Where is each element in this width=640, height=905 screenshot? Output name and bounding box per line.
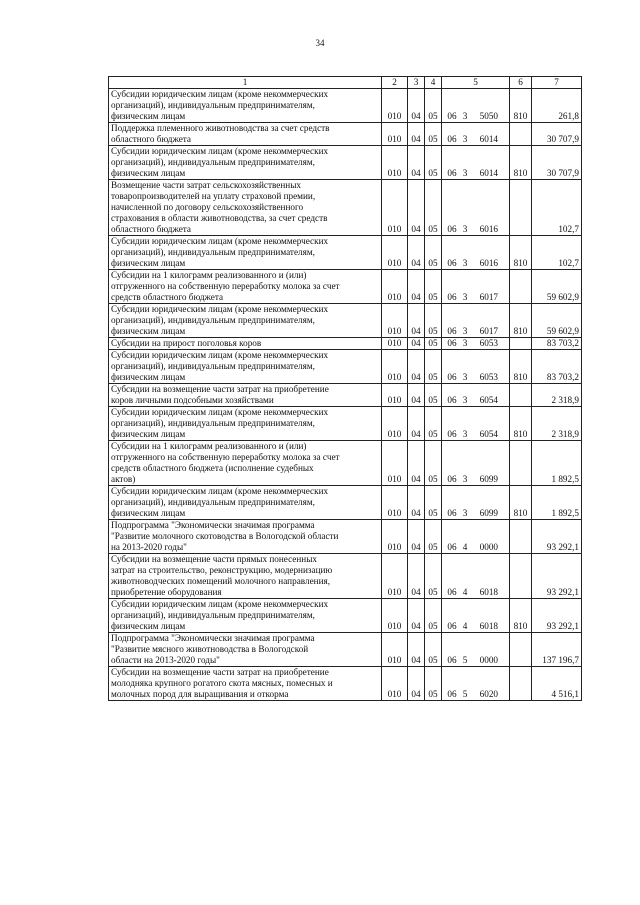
subsection-code: 05 [425,407,442,441]
target-article-subprogram: 3 [462,429,468,439]
item-name: Субсидии юридическим лицам (кроме некоммерческих организаций), индивидуальным предпринимателям, физическим лицам [109,407,382,441]
expense-type-code [510,633,532,667]
grbs-code: 010 [382,270,408,304]
subsection-code: 05 [425,599,442,633]
expense-type-code: 810 [510,599,532,633]
target-article-subprogram: 3 [462,474,468,484]
item-name: Субсидии юридическим лицам (кроме некоммерческих организаций), индивидуальным предпринимателям, физическим лицам [109,304,382,338]
target-article-code [442,180,510,236]
section-code: 04 [408,407,425,441]
table-row [109,486,582,520]
target-article-code [442,384,510,407]
expense-type-code: 810 [510,89,532,123]
table-body [109,89,582,701]
subsection-code: 05 [425,554,442,599]
table-row [109,338,582,350]
table-row [109,146,582,180]
amount: 102,7 [532,180,582,236]
item-name: Субсидии на 1 килограмм реализованного и (или) отгруженного на собственную переработку молока за счет средств областного бюджета (исполнение судебных актов) [109,441,382,486]
section-code: 04 [408,520,425,554]
section-code: 04 [408,180,425,236]
table-row [109,554,582,599]
target-article-code [442,146,510,180]
target-article-code [442,441,510,486]
target-article-direction: 5050 [479,111,498,121]
subsection-code: 05 [425,146,442,180]
subsection-code: 05 [425,667,442,701]
target-article-program: 06 [447,224,457,234]
grbs-code: 010 [382,350,408,384]
target-article-direction: 6099 [479,508,498,518]
table-row [109,350,582,384]
section-code: 04 [408,338,425,350]
section-code: 04 [408,667,425,701]
subsection-code: 05 [425,633,442,667]
target-article-subprogram: 4 [462,542,468,552]
target-article-program: 06 [447,587,457,597]
budget-table [108,76,582,701]
target-article-subprogram: 3 [462,111,468,121]
amount: 1 892,5 [532,486,582,520]
target-article-code [442,486,510,520]
target-article-program: 06 [447,292,457,302]
subsection-code: 05 [425,304,442,338]
expense-type-code: 810 [510,146,532,180]
section-code: 04 [408,599,425,633]
target-article-subprogram: 4 [462,587,468,597]
header-cell: 3 [408,77,425,89]
section-code: 04 [408,350,425,384]
item-name: Субсидии на возмещение части прямых понесенных затрат на строительство, реконструкцию, модернизацию животноводческих помещений молочного направления, приобретение оборудования [109,554,382,599]
expense-type-code [510,384,532,407]
expense-type-code: 810 [510,350,532,384]
target-article-program: 06 [447,508,457,518]
table-row [109,180,582,236]
section-code: 04 [408,304,425,338]
table-header-row [109,77,582,89]
grbs-code: 010 [382,89,408,123]
grbs-code: 010 [382,667,408,701]
amount: 93 292,1 [532,520,582,554]
grbs-code: 010 [382,486,408,520]
target-article-subprogram: 3 [462,326,468,336]
grbs-code: 010 [382,441,408,486]
amount: 83 703,2 [532,350,582,384]
table-row [109,407,582,441]
table-row [109,441,582,486]
subsection-code: 05 [425,338,442,350]
table-row [109,304,582,338]
subsection-code: 05 [425,384,442,407]
target-article-subprogram: 3 [462,395,468,405]
grbs-code: 010 [382,304,408,338]
expense-type-code: 810 [510,486,532,520]
item-name: Субсидии юридическим лицам (кроме некоммерческих организаций), индивидуальным предпринимателям, физическим лицам [109,486,382,520]
target-article-subprogram: 3 [462,168,468,178]
target-article-code [442,520,510,554]
expense-type-code [510,180,532,236]
amount: 261,8 [532,89,582,123]
subsection-code: 05 [425,520,442,554]
table-row [109,123,582,146]
subsection-code: 05 [425,236,442,270]
expense-type-code [510,270,532,304]
target-article-subprogram: 3 [462,508,468,518]
section-code: 04 [408,146,425,180]
target-article-program: 06 [447,372,457,382]
amount: 83 703,2 [532,338,582,350]
amount: 1 892,5 [532,441,582,486]
amount: 30 707,9 [532,146,582,180]
target-article-code [442,407,510,441]
item-name: Поддержка племенного животноводства за счет средств областного бюджета [109,123,382,146]
amount: 59 602,9 [532,270,582,304]
item-name: Субсидии юридическим лицам (кроме некоммерческих организаций), индивидуальным предпринимателям, физическим лицам [109,236,382,270]
expense-type-code: 810 [510,407,532,441]
subsection-code: 05 [425,441,442,486]
item-name: Субсидии на возмещение части затрат на приобретение коров личными подсобными хозяйствами [109,384,382,407]
target-article-direction: 6017 [479,326,498,336]
target-article-direction: 6053 [479,372,498,382]
item-name: Субсидии юридическим лицам (кроме некоммерческих организаций), индивидуальным предпринимателям, физическим лицам [109,146,382,180]
target-article-subprogram: 3 [462,372,468,382]
target-article-code [442,667,510,701]
section-code: 04 [408,554,425,599]
target-article-code [442,554,510,599]
item-name: Подпрограмма "Экономически значимая программа "Развитие мясного животноводства в Вологодской области на 2013-2020 годы" [109,633,382,667]
target-article-program: 06 [447,395,457,405]
expense-type-code: 810 [510,236,532,270]
grbs-code: 010 [382,554,408,599]
expense-type-code [510,441,532,486]
item-name: Подпрограмма "Экономически значимая программа "Развитие молочного скотоводства в Вологодской области на 2013-2020 годы" [109,520,382,554]
target-article-direction: 6018 [479,621,498,631]
target-article-program: 06 [447,326,457,336]
target-article-program: 06 [447,689,457,699]
section-code: 04 [408,236,425,270]
item-name: Субсидии на 1 килограмм реализованного и (или) отгруженного на собственную переработку молока за счет средств областного бюджета [109,270,382,304]
target-article-direction: 6014 [479,134,498,144]
item-name: Субсидии юридическим лицам (кроме некоммерческих организаций), индивидуальным предпринимателям, физическим лицам [109,89,382,123]
target-article-direction: 6017 [479,292,498,302]
target-article-direction: 6054 [479,429,498,439]
table-row [109,520,582,554]
table-row [109,89,582,123]
header-cell: 5 [442,77,510,89]
target-article-code [442,633,510,667]
section-code: 04 [408,270,425,304]
target-article-code [442,599,510,633]
section-code: 04 [408,384,425,407]
grbs-code: 010 [382,180,408,236]
target-article-subprogram: 3 [462,292,468,302]
header-cell: 7 [532,77,582,89]
target-article-program: 06 [447,542,457,552]
grbs-code: 010 [382,633,408,667]
table-row [109,236,582,270]
target-article-subprogram: 5 [462,689,468,699]
expense-type-code [510,554,532,599]
grbs-code: 010 [382,338,408,350]
target-article-direction: 6016 [479,224,498,234]
target-article-program: 06 [447,168,457,178]
subsection-code: 05 [425,270,442,304]
subsection-code: 05 [425,350,442,384]
target-article-code [442,236,510,270]
amount: 59 602,9 [532,304,582,338]
header-cell: 2 [382,77,408,89]
amount: 137 196,7 [532,633,582,667]
grbs-code: 010 [382,236,408,270]
target-article-program: 06 [447,111,457,121]
item-name: Возмещение части затрат сельскохозяйственных товаропроизводителей на уплату страховой премии, начисленной по договору сельскохозяйственного страхования в области животноводства, за счет средств областного бюджета [109,180,382,236]
target-article-code [442,338,510,350]
target-article-direction: 0000 [479,655,498,665]
target-article-program: 06 [447,429,457,439]
target-article-direction: 6099 [479,474,498,484]
amount: 30 707,9 [532,123,582,146]
target-article-code [442,350,510,384]
target-article-program: 06 [447,655,457,665]
target-article-direction: 6018 [479,587,498,597]
section-code: 04 [408,441,425,486]
amount: 2 318,9 [532,407,582,441]
expense-type-code [510,338,532,350]
target-article-code [442,304,510,338]
expense-type-code [510,123,532,146]
expense-type-code: 810 [510,304,532,338]
item-name: Субсидии на прирост поголовья коров [109,338,382,350]
section-code: 04 [408,89,425,123]
amount: 102,7 [532,236,582,270]
target-article-program: 06 [447,621,457,631]
target-article-subprogram: 4 [462,621,468,631]
expense-type-code [510,667,532,701]
grbs-code: 010 [382,384,408,407]
target-article-direction: 6054 [479,395,498,405]
subsection-code: 05 [425,123,442,146]
target-article-program: 06 [447,474,457,484]
target-article-subprogram: 3 [462,134,468,144]
header-cell: 1 [109,77,382,89]
grbs-code: 010 [382,123,408,146]
target-article-subprogram: 3 [462,224,468,234]
table-row [109,270,582,304]
grbs-code: 010 [382,146,408,180]
target-article-direction: 0000 [479,542,498,552]
amount: 2 318,9 [532,384,582,407]
page-number: 34 [315,38,325,48]
table-row [109,633,582,667]
target-article-code [442,123,510,146]
amount: 4 516,1 [532,667,582,701]
section-code: 04 [408,486,425,520]
header-cell: 6 [510,77,532,89]
item-name: Субсидии юридическим лицам (кроме некоммерческих организаций), индивидуальным предпринимателям, физическим лицам [109,599,382,633]
target-article-program: 06 [447,134,457,144]
grbs-code: 010 [382,520,408,554]
amount: 93 292,1 [532,554,582,599]
item-name: Субсидии юридическим лицам (кроме некоммерческих организаций), индивидуальным предпринимателям, физическим лицам [109,350,382,384]
table-row [109,667,582,701]
target-article-subprogram: 5 [462,655,468,665]
target-article-subprogram: 3 [462,338,468,348]
target-article-direction: 6016 [479,258,498,268]
subsection-code: 05 [425,180,442,236]
subsection-code: 05 [425,486,442,520]
expense-type-code [510,520,532,554]
target-article-direction: 6014 [479,168,498,178]
target-article-program: 06 [447,258,457,268]
header-cell: 4 [425,77,442,89]
item-name: Субсидии на возмещение части затрат на приобретение молодняка крупного рогатого скота мясных, помесных и молочных пород для выращивания и откорма [109,667,382,701]
target-article-subprogram: 3 [462,258,468,268]
table-row [109,599,582,633]
grbs-code: 010 [382,407,408,441]
section-code: 04 [408,633,425,667]
target-article-program: 06 [447,338,457,348]
target-article-direction: 6020 [479,689,498,699]
target-article-code [442,270,510,304]
amount: 93 292,1 [532,599,582,633]
section-code: 04 [408,123,425,146]
grbs-code: 010 [382,599,408,633]
table-row [109,384,582,407]
target-article-code [442,89,510,123]
target-article-direction: 6053 [479,338,498,348]
subsection-code: 05 [425,89,442,123]
